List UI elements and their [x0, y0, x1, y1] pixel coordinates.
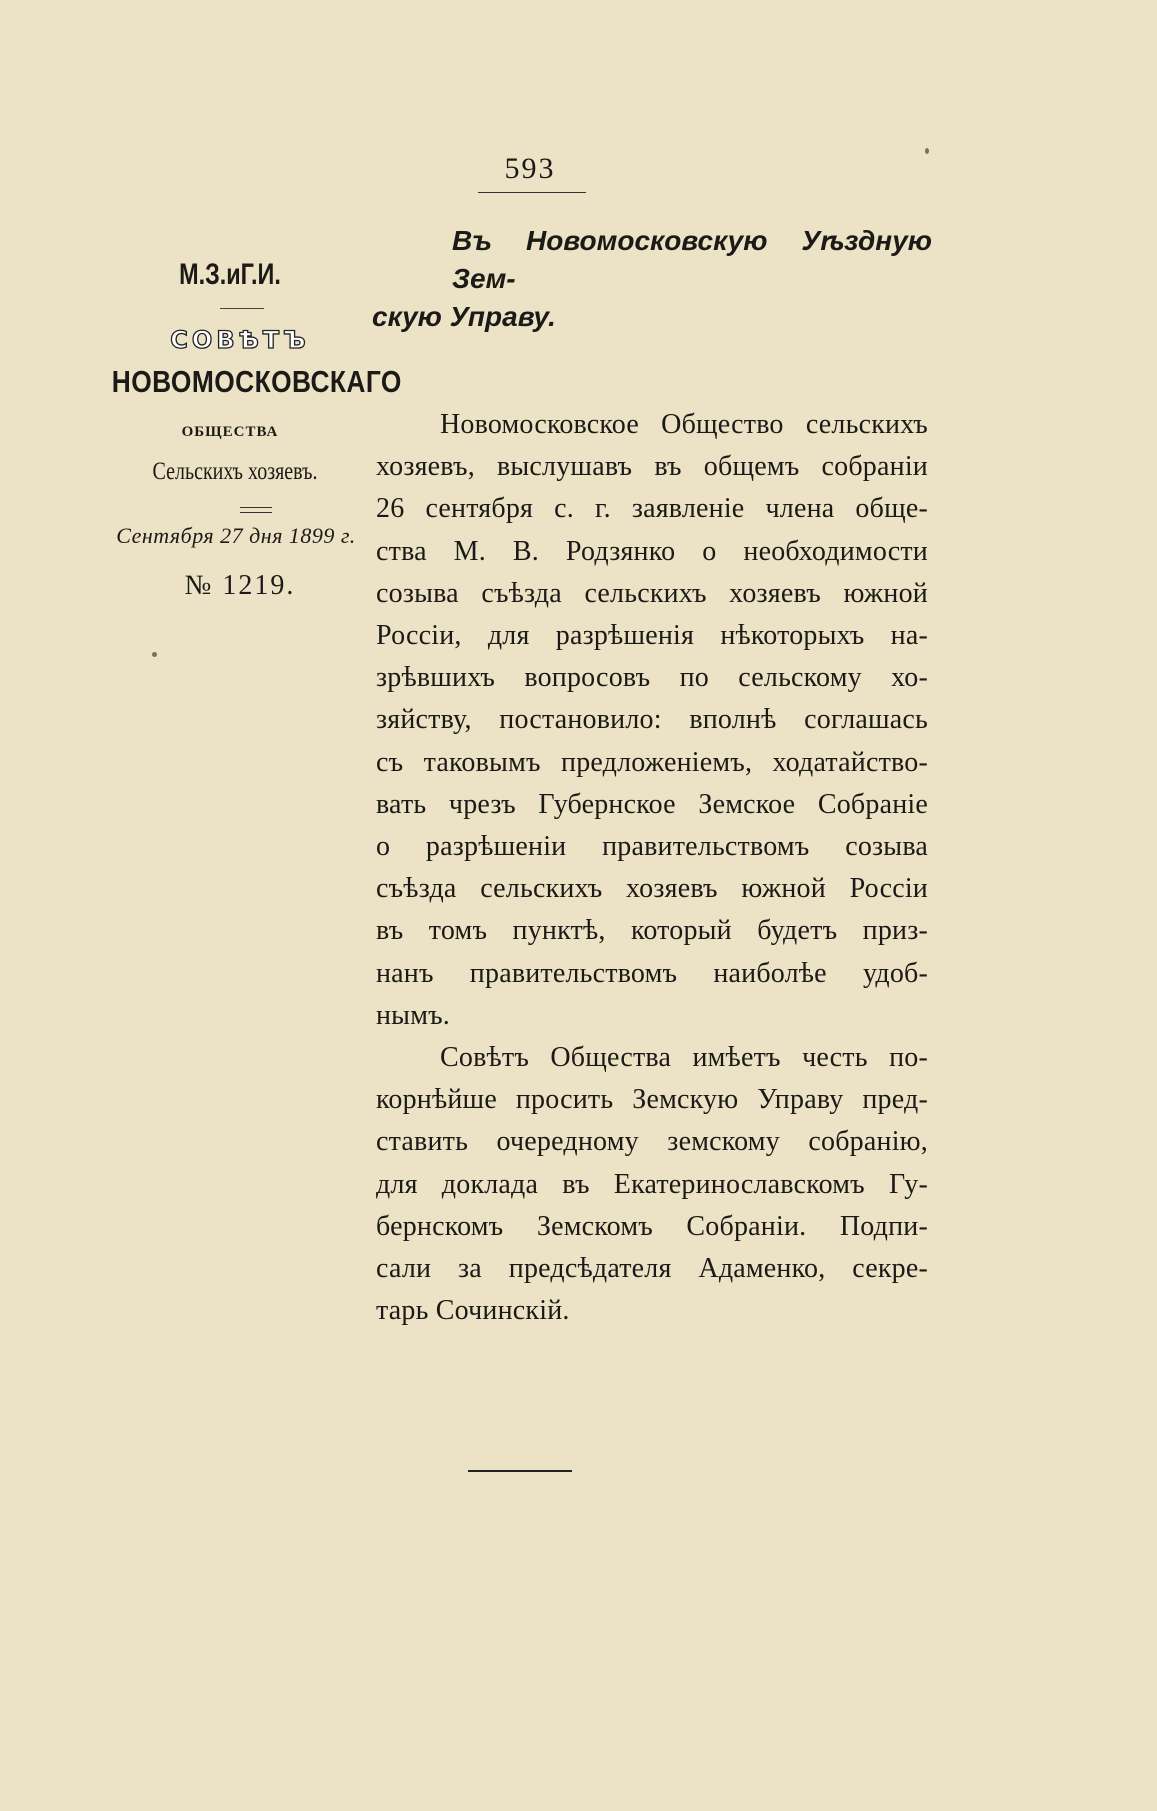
- body-line: корнѣйше просить Земскую Управу пред-: [376, 1084, 928, 1116]
- society-type: Сельскихъ хозяевъ.: [152, 458, 318, 485]
- sidebar-rule: [220, 308, 264, 309]
- body-line: съѣзда сельскихъ хозяевъ южной Россіи: [376, 873, 928, 905]
- addressee: [372, 222, 932, 336]
- body-line: нымъ.: [376, 999, 450, 1031]
- society-name: НОВОМОСКОВСКАГО: [111, 364, 402, 399]
- ministry-abbreviation: М.З.иГ.И.: [179, 258, 281, 291]
- paper-speck: [152, 652, 157, 657]
- body-line: въ томъ пунктѣ, который будетъ приз-: [376, 915, 928, 947]
- end-rule: [468, 1470, 572, 1472]
- body-line: тарь Сочинскій.: [376, 1295, 570, 1327]
- body-line: хозяевъ, выслушавъ въ общемъ собраніи: [376, 451, 928, 483]
- page-number-rule: [478, 192, 586, 193]
- body-line: зяйству, постановило: вполнѣ соглашась: [376, 704, 928, 736]
- addressee-line: Въ Новомосковскую Уѣздную Зем-: [452, 225, 932, 294]
- letter-body: [376, 404, 928, 1332]
- paper-speck: [925, 148, 929, 154]
- body-line: вать чрезъ Губернское Земское Собраніе: [376, 788, 928, 820]
- body-line: о разрѣшеніи правительствомъ созыва: [376, 831, 928, 863]
- document-date: Сентября 27 дня 1899 г.: [116, 523, 356, 548]
- body-line: для доклада въ Екатеринославскомъ Гу-: [376, 1168, 928, 1200]
- addressee-line: скую Управу.: [372, 301, 556, 332]
- body-line: созыва съѣзда сельскихъ хозяевъ южной: [376, 577, 928, 609]
- society-word: ОБЩЕСТВА: [181, 424, 279, 440]
- body-line: Россіи, для разрѣшенія нѣкоторыхъ на-: [376, 620, 928, 652]
- body-line: зрѣвшихъ вопросовъ по сельскому хо-: [376, 662, 928, 694]
- sovet-heading: СОВѢТЪ: [170, 326, 310, 354]
- double-rule: [240, 507, 272, 517]
- document-number: № 1219.: [184, 570, 296, 601]
- body-line: Новомосковское Общество сельскихъ: [440, 409, 928, 440]
- body-line: бернскомъ Земскомъ Собраніи. Подпи-: [376, 1210, 928, 1242]
- body-line: Совѣтъ Общества имѣетъ честь по-: [440, 1042, 928, 1074]
- body-line: ставить очередному земскому собранію,: [376, 1126, 928, 1158]
- body-line: нанъ правительствомъ наиболѣе удоб-: [376, 957, 928, 989]
- body-line: ства М. В. Родзянко о необходимости: [376, 535, 928, 567]
- page-number: 593: [504, 152, 556, 185]
- body-line: съ таковымъ предложеніемъ, ходатайство-: [376, 746, 928, 778]
- body-line: сали за предсѣдателя Адаменко, секре-: [376, 1253, 928, 1285]
- body-line: 26 сентября с. г. заявленіе члена обще-: [376, 493, 928, 525]
